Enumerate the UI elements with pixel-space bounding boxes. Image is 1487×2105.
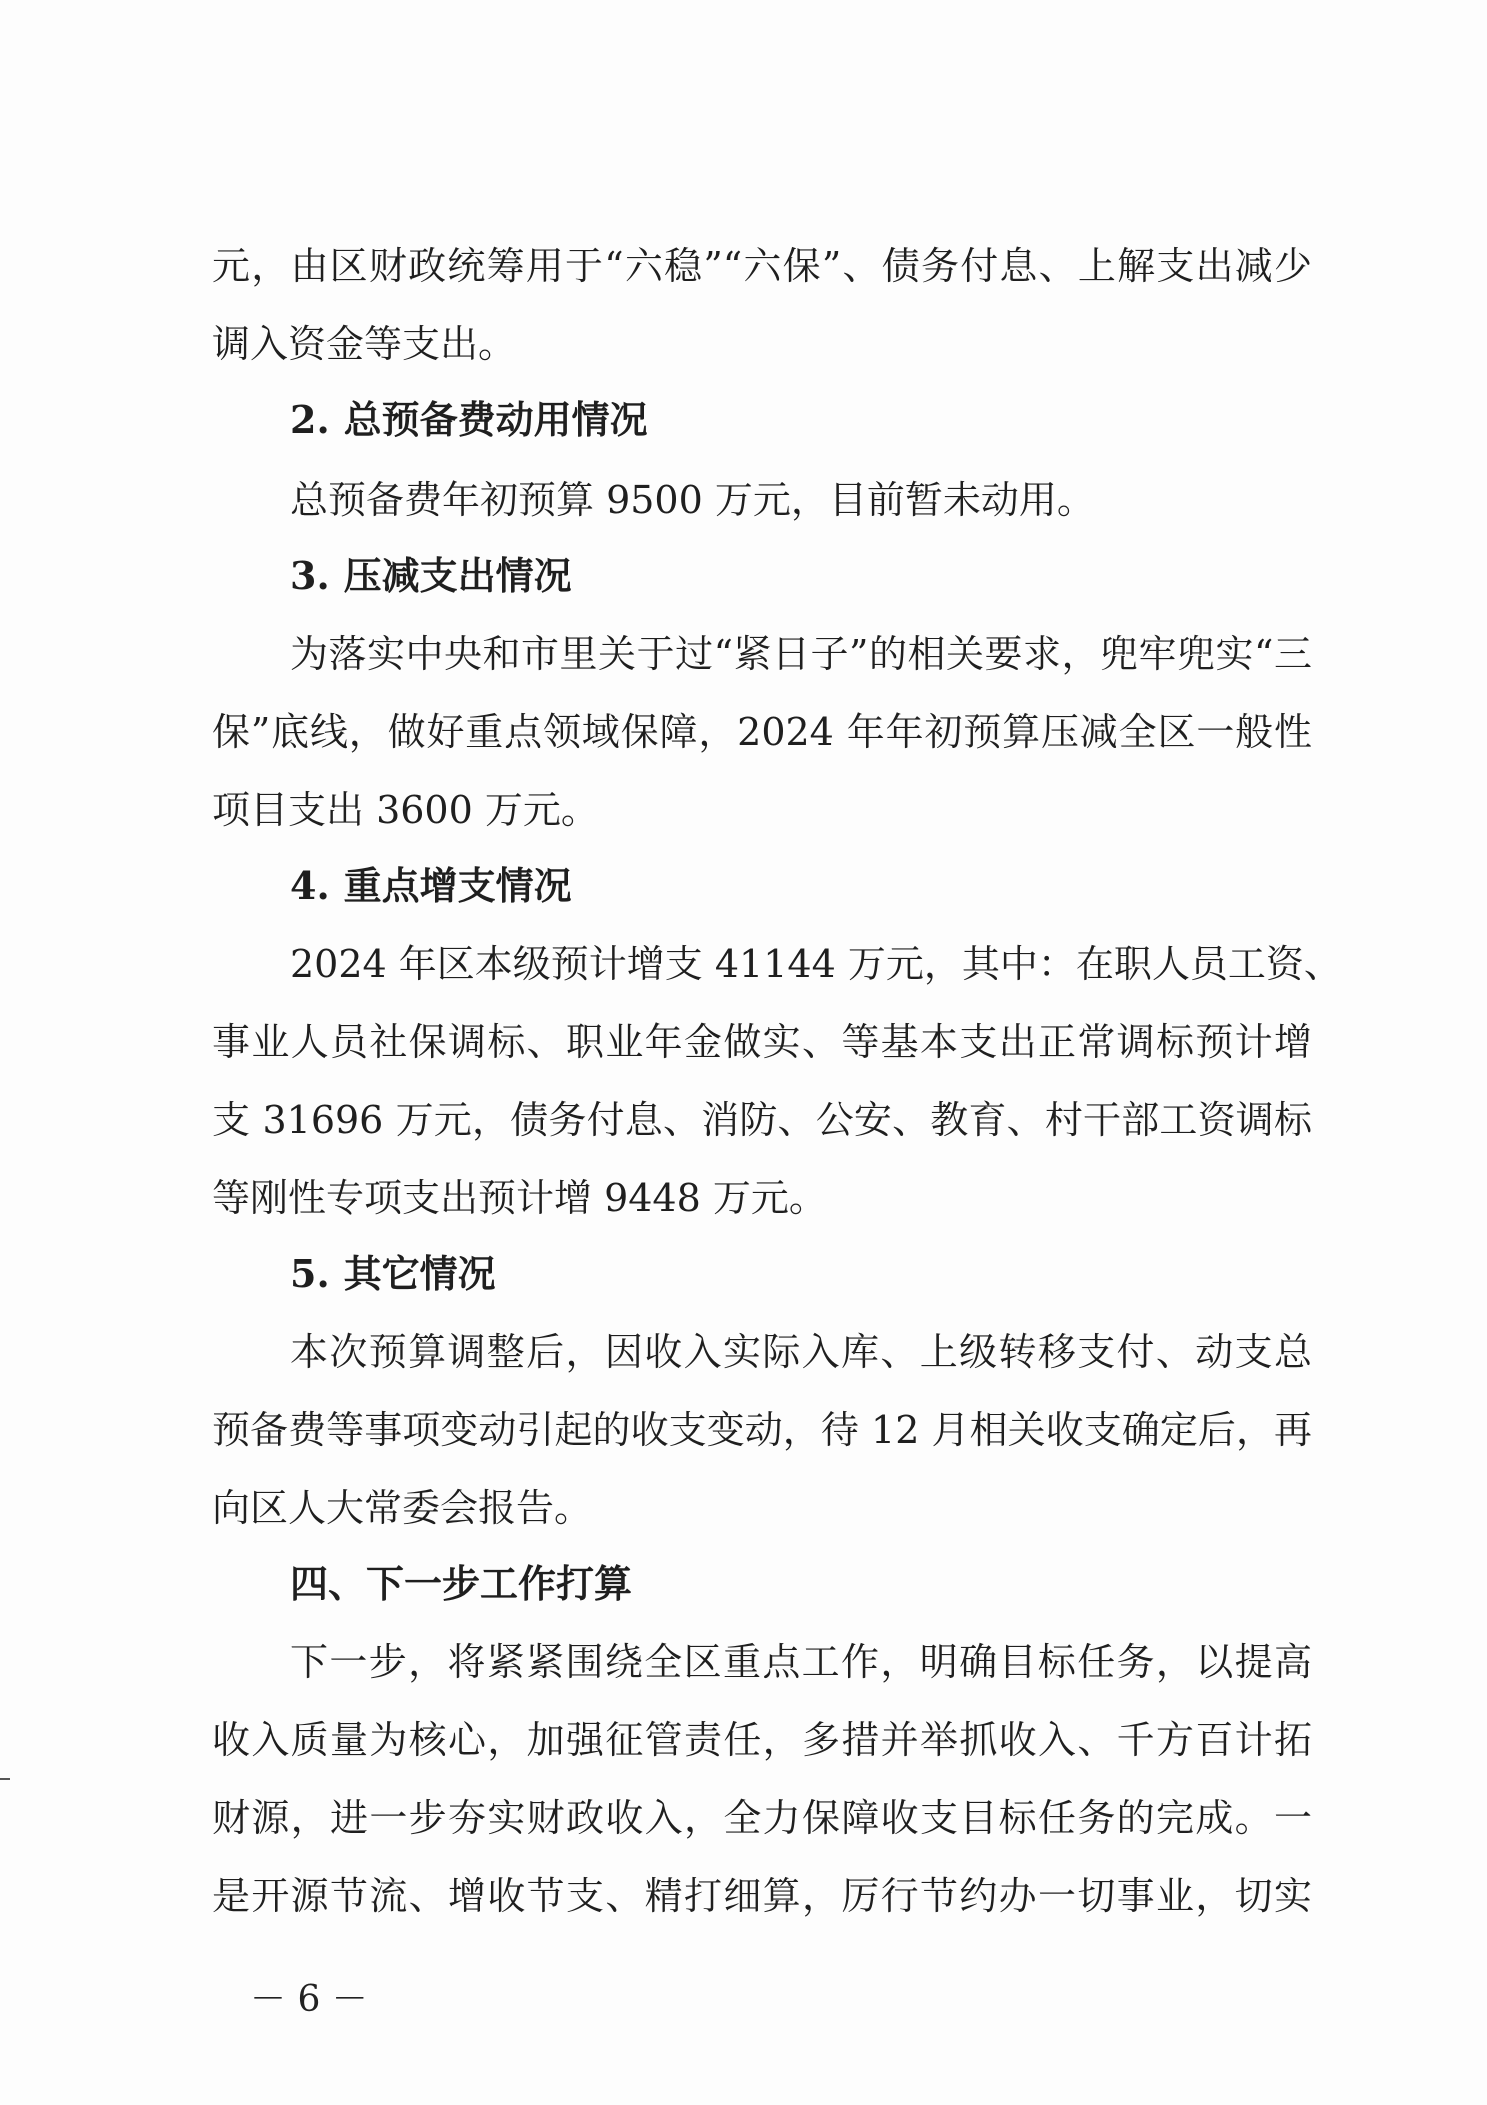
section-title: 其它情况: [343, 1251, 496, 1296]
section-number: 3.: [290, 553, 330, 598]
paragraph-line: 事业人员社保调标、职业年金做实、等基本支出正常调标预计增: [212, 1020, 1312, 1064]
section-heading: [290, 554, 572, 598]
section-number: 5.: [290, 1251, 330, 1296]
section-title: 重点增支情况: [343, 863, 572, 908]
section-number: 4.: [290, 863, 330, 908]
paragraph-line: 为落实中央和市里关于过“紧日子”的相关要求，兜牢兜实“三: [290, 632, 1312, 676]
page-number: － 6 －: [250, 1979, 368, 2020]
section-heading: [290, 864, 572, 908]
paragraph-line: 元，由区财政统筹用于“六稳”“六保”、债务付息、上解支出减少: [212, 244, 1312, 288]
paragraph-line: 本次预算调整后，因收入实际入库、上级转移支付、动支总: [290, 1330, 1312, 1374]
section-heading: [290, 398, 648, 442]
binding-mark: [0, 1778, 10, 1780]
paragraph-line: 调入资金等支出。: [212, 322, 517, 366]
paragraph-line: 2024 年区本级预计增支 41144 万元，其中：在职人员工资、: [290, 942, 1342, 986]
section-title: 压减支出情况: [343, 553, 572, 598]
paragraph-line: 下一步，将紧紧围绕全区重点工作，明确目标任务，以提高: [290, 1640, 1312, 1684]
paragraph-line: 财源，进一步夯实财政收入，全力保障收支目标任务的完成。一: [212, 1796, 1312, 1840]
paragraph-line: 收入质量为核心，加强征管责任，多措并举抓收入、千方百计拓: [212, 1718, 1312, 1762]
section-title: 总预备费动用情况: [343, 397, 648, 442]
paragraph-line: 是开源节流、增收节支、精打细算，厉行节约办一切事业，切实: [212, 1874, 1312, 1918]
section-heading: [290, 1252, 496, 1296]
paragraph-line: 向区人大常委会报告。: [212, 1486, 593, 1530]
paragraph-line: 保”底线，做好重点领域保障，2024 年年初预算压减全区一般性: [212, 710, 1312, 754]
paragraph-line: 总预备费年初预算 9500 万元，目前暂未动用。: [290, 478, 1095, 522]
paragraph-line: 支 31696 万元，债务付息、消防、公安、教育、村干部工资调标: [212, 1098, 1312, 1142]
section-number: 2.: [290, 397, 330, 442]
paragraph-line: 预备费等事项变动引起的收支变动，待 12 月相关收支确定后，再: [212, 1408, 1312, 1452]
paragraph-line: 等刚性专项支出预计增 9448 万元。: [212, 1176, 827, 1220]
chapter-heading: 四、下一步工作打算: [290, 1561, 633, 1606]
paragraph-line: 项目支出 3600 万元。: [212, 788, 599, 832]
